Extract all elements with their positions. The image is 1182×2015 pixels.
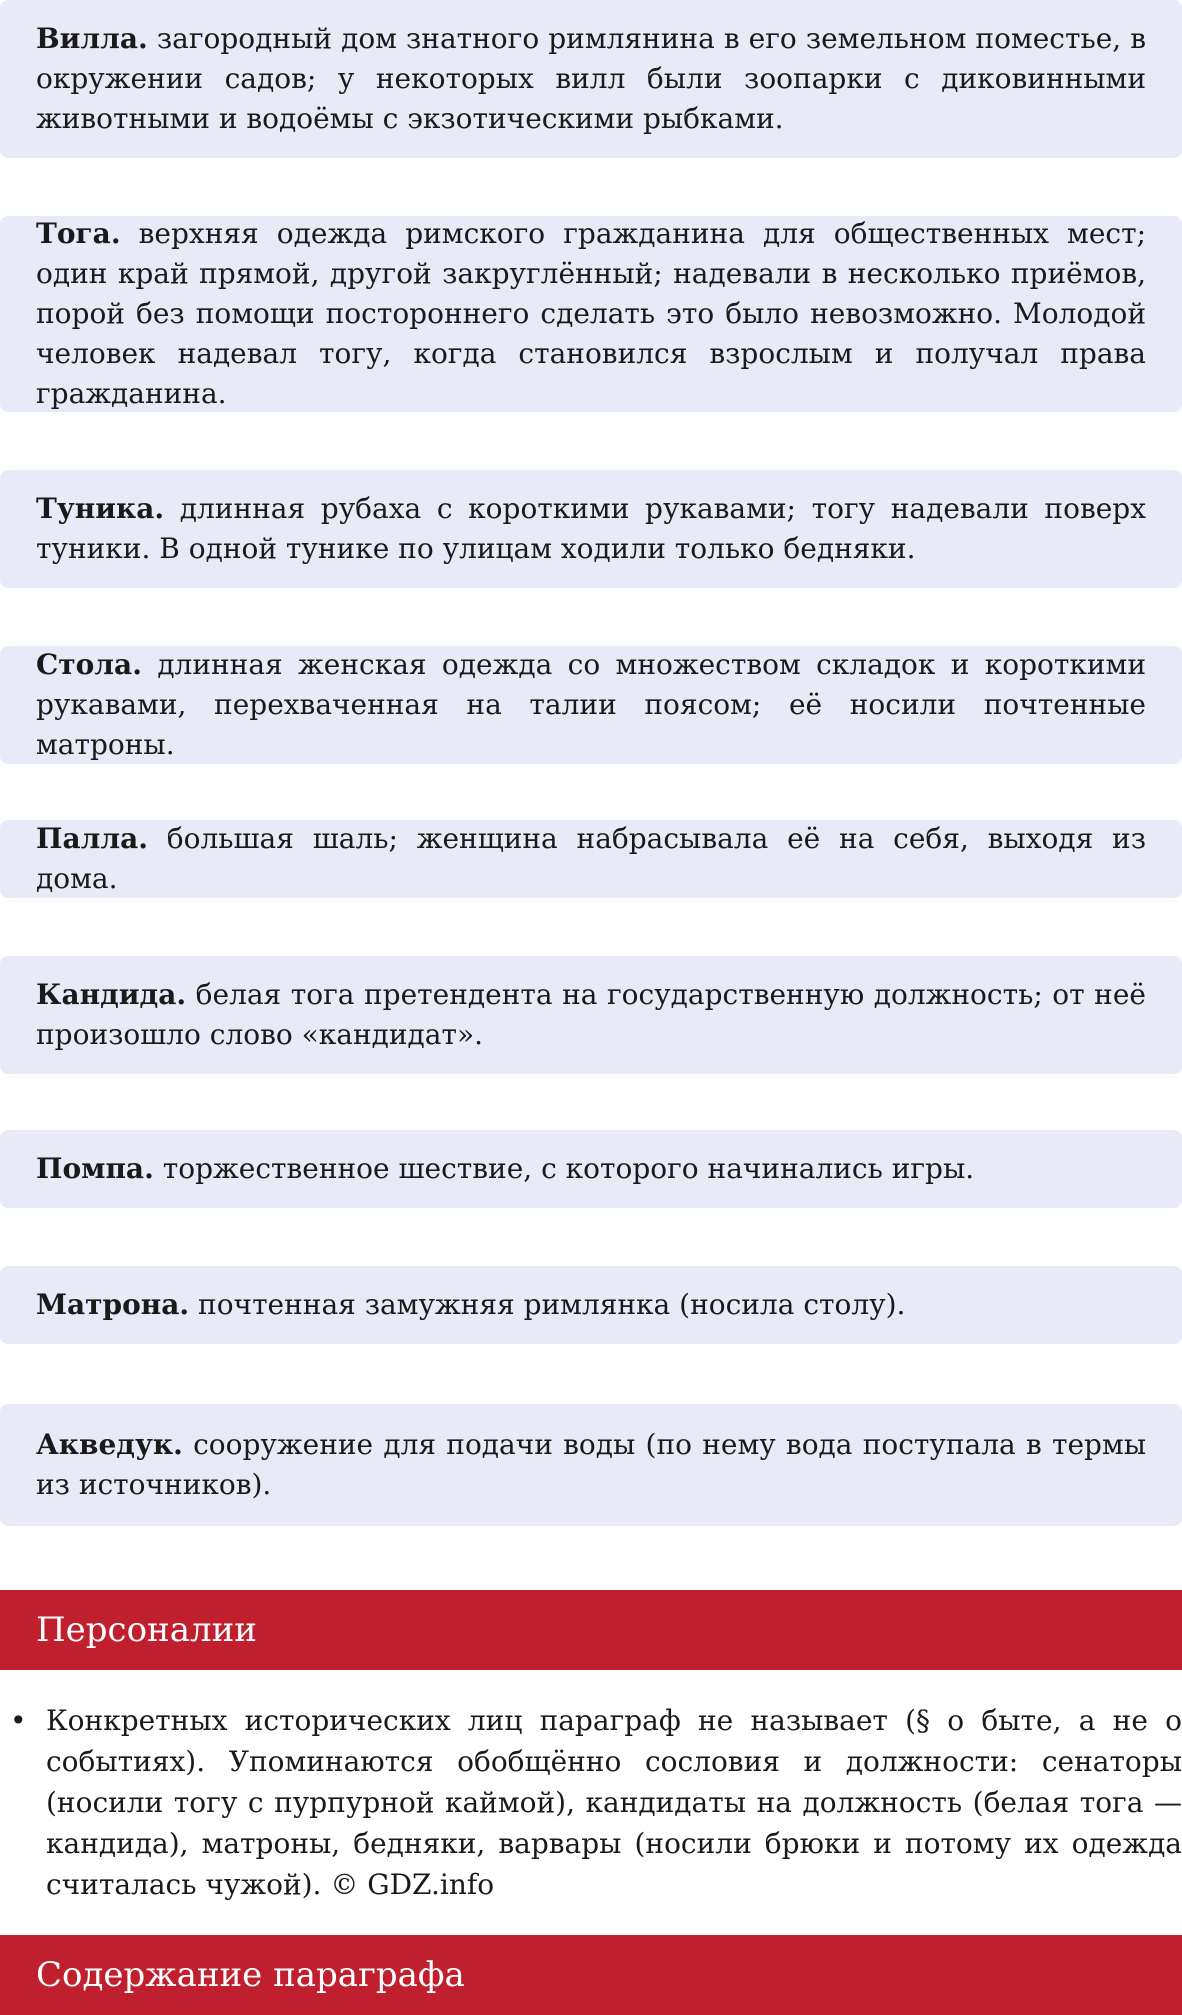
term-stola [0,646,1182,764]
term-kandida [0,956,1182,1074]
term-palla [0,820,1182,898]
term-definition: большая шаль; женщина набрасывала её на себя, выходя из дома. [36,822,1146,895]
term-definition: белая тога претендента на государственную должность; от неё произошло слово «кандидат». [36,978,1146,1051]
term-title: Акведук. [36,1428,183,1461]
term-tunica-text [36,489,1146,569]
section-title: Содержание параграфа [36,1955,465,1995]
term-definition: торжественное шествие, с которого начинались игры. [162,1152,975,1185]
term-definition: загородный дом знатного римлянина в его земельном поместье, в окружении садов; у некоторых вилл были зоопарки с диковинными животными и водоёмы с экзотическими рыбками. [36,22,1147,135]
term-tunica [0,470,1182,588]
term-title: Вилла. [36,22,148,55]
term-definition: длинная женская одежда со множеством складок и короткими рукавами, перехваченная на талии поясом; её носили почтенные матроны. [36,648,1146,761]
term-pompa [0,1130,1182,1208]
term-villa [0,0,1182,158]
term-definition: длинная рубаха с короткими рукавами; тогу надевали поверх туники. В одной тунике по улицам ходили только бедняки. [36,492,1146,565]
section-header-contents [0,1935,1182,2015]
term-definition: сооружение для подачи воды (по нему вода поступала в термы из источников). [36,1428,1147,1501]
term-title: Стола. [36,648,142,681]
term-palla-text [36,819,1146,899]
term-matrona [0,1266,1182,1344]
term-title: Туника. [36,492,165,525]
section-header-personalities [0,1590,1182,1670]
term-title: Помпа. [36,1152,154,1185]
term-title: Кандида. [36,978,187,1011]
personalities-text: Конкретных исторических лиц параграф не называет (§ о быте, а не о событиях). Упоминаются обобщённо сословия и должности: сенаторы (носили тогу с пурпурной каймой), кандидаты на должность (белая тога — кандида), матроны, бедняки, варвары (носили брюки и потому их одежда считалась чужой). © GDZ.info [46,1704,1182,1901]
term-akveduk [0,1404,1182,1526]
bullet-icon: • [10,1704,27,1737]
section-title: Персоналии [36,1610,257,1650]
term-title: Тога. [36,217,121,250]
term-toga-text [36,214,1146,414]
term-title: Матрона. [36,1288,190,1321]
term-kandida-text [36,975,1146,1055]
term-villa-text [36,19,1146,139]
term-definition: почтенная замужняя римлянка (носила столу). [198,1288,906,1321]
term-stola-text [36,645,1146,765]
term-pompa-text [36,1149,1146,1189]
term-title: Палла. [36,822,148,855]
term-toga [0,216,1182,412]
personalities-list-item [0,1700,1182,1905]
term-definition: верхняя одежда римского гражданина для общественных мест; один край прямой, другой закруглённый; надевали в несколько приёмов, порой без помощи постороннего сделать это было невозможно. Молодой человек надевал тогу, когда становился взрослым и получал права гражданина. [36,217,1147,410]
term-akveduk-text [36,1425,1146,1505]
term-matrona-text [36,1285,1146,1325]
